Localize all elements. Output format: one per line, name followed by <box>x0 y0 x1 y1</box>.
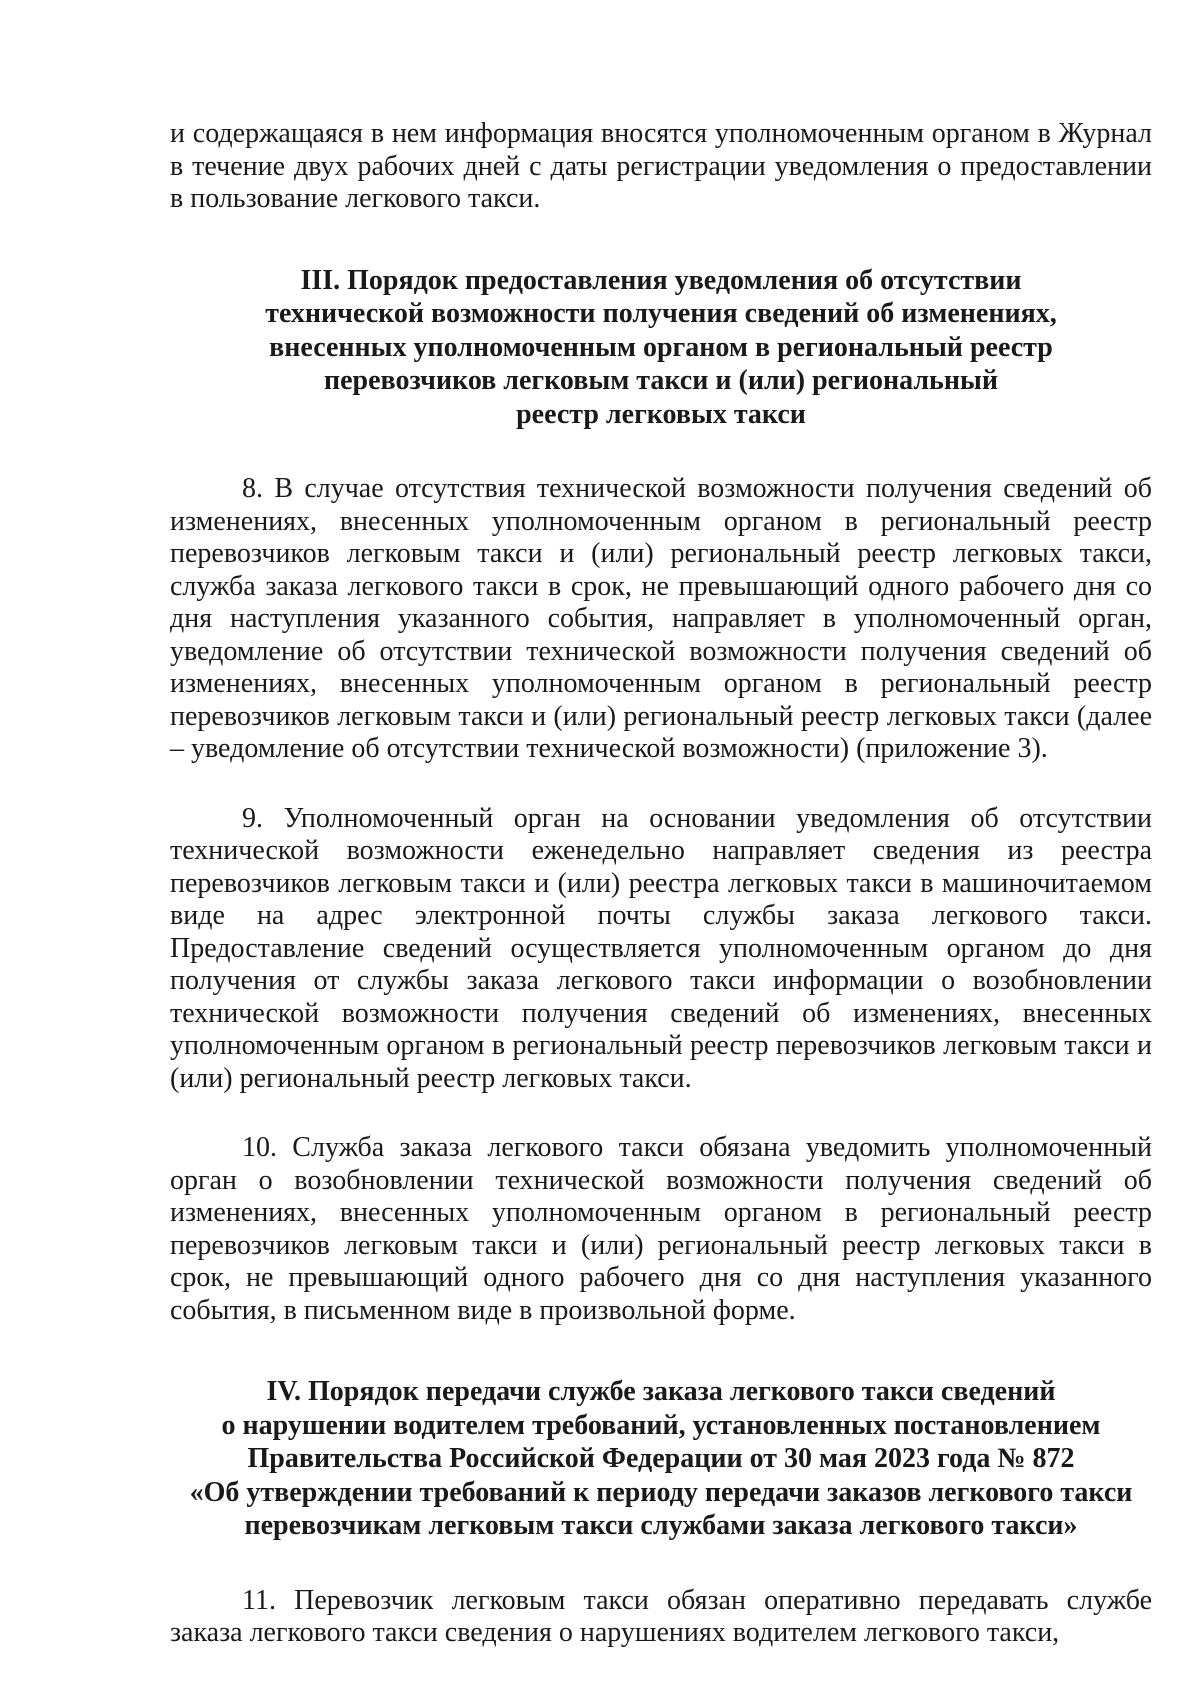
section-3-heading-line: перевозчиков легковым такси и (или) региональный <box>324 365 998 396</box>
section-4-heading-line: Правительства Российской Федерации от 30 мая 2023 года № 872 <box>247 1443 1075 1474</box>
intro-paragraph: и содержащаяся в нем информация вносятся уполномоченным органом в Журнал в течение двух рабочих дней с даты регистрации уведомления о предоставлении в пользование легкового такси. <box>170 118 1152 214</box>
section-4-heading-line: «Об утверждении требований к периоду передачи заказов легкового такси <box>189 1476 1133 1508</box>
section-3-heading-line: реестр легковых такси <box>516 398 806 430</box>
paragraph-10: 10. Служба заказа легкового такси обязана уведомить уполномоченный орган о возобновлении технической возможности получения сведений об изменениях, внесенных уполномоченным органом в региональный реестр перевозчиков легковым такси и (или) региональный реестр легковых такси в срок, не превышающий одного рабочего дня со дня наступления указанного события, в письменном виде в произвольной форме. <box>170 1132 1152 1326</box>
section-4-heading-line: о нарушении водителем требований, установленных постановлением <box>221 1409 1101 1441</box>
section-3-heading <box>170 264 1152 432</box>
paragraph-9: 9. Уполномоченный орган на основании уведомления об отсутствии технической возможности еженедельно направляет сведения из реестра перевозчиков легковым такси и (или) реестра легковых такси в машиночитаемом виде на адрес электронной почты службы заказа легкового такси. Предоставление сведений осуществляется уполномоченным органом до дня получения от службы заказа легкового такси информации о возобновлении технической возможности получения сведений об изменениях, внесенных уполномоченным органом в региональный реестр перевозчиков легковым такси и (или) региональный реестр легковых такси. <box>170 802 1152 1094</box>
paragraph-8: 8. В случае отсутствия технической возможности получения сведений об изменениях, внесенных уполномоченным органом в региональный реестр перевозчиков легковым такси и (или) региональный реестр легковых такси, служба заказа легкового такси в срок, не превышающий одного рабочего дня со дня наступления указанного события, направляет в уполномоченный орган, уведомление об отсутствии технической возможности получения сведений об изменениях, внесенных уполномоченным органом в региональный реестр перевозчиков легковым такси и (или) региональный реестр легковых такси (далее – уведомление об отсутствии технической возможности) (приложение 3). <box>170 473 1152 764</box>
page-content <box>170 118 1152 1650</box>
section-4-heading-line: перевозчикам легковым такси службами заказа легкового такси» <box>244 1510 1078 1541</box>
paragraph-11: 11. Перевозчик легковым такси обязан оперативно передавать службе заказа легкового такси сведения о нарушениях водителем легкового такси, <box>170 1584 1152 1648</box>
section-3-heading-line: технической возможности получения сведений об изменениях, <box>265 298 1057 329</box>
section-4-heading-line: IV. Порядок передачи службе заказа легкового такси сведений <box>266 1376 1056 1407</box>
section-3-heading-line: III. Порядок предоставления уведомления об отсутствии <box>300 264 1022 296</box>
section-3-heading-line: внесенных уполномоченным органом в региональный реестр <box>269 331 1053 363</box>
section-4-heading <box>170 1375 1152 1543</box>
